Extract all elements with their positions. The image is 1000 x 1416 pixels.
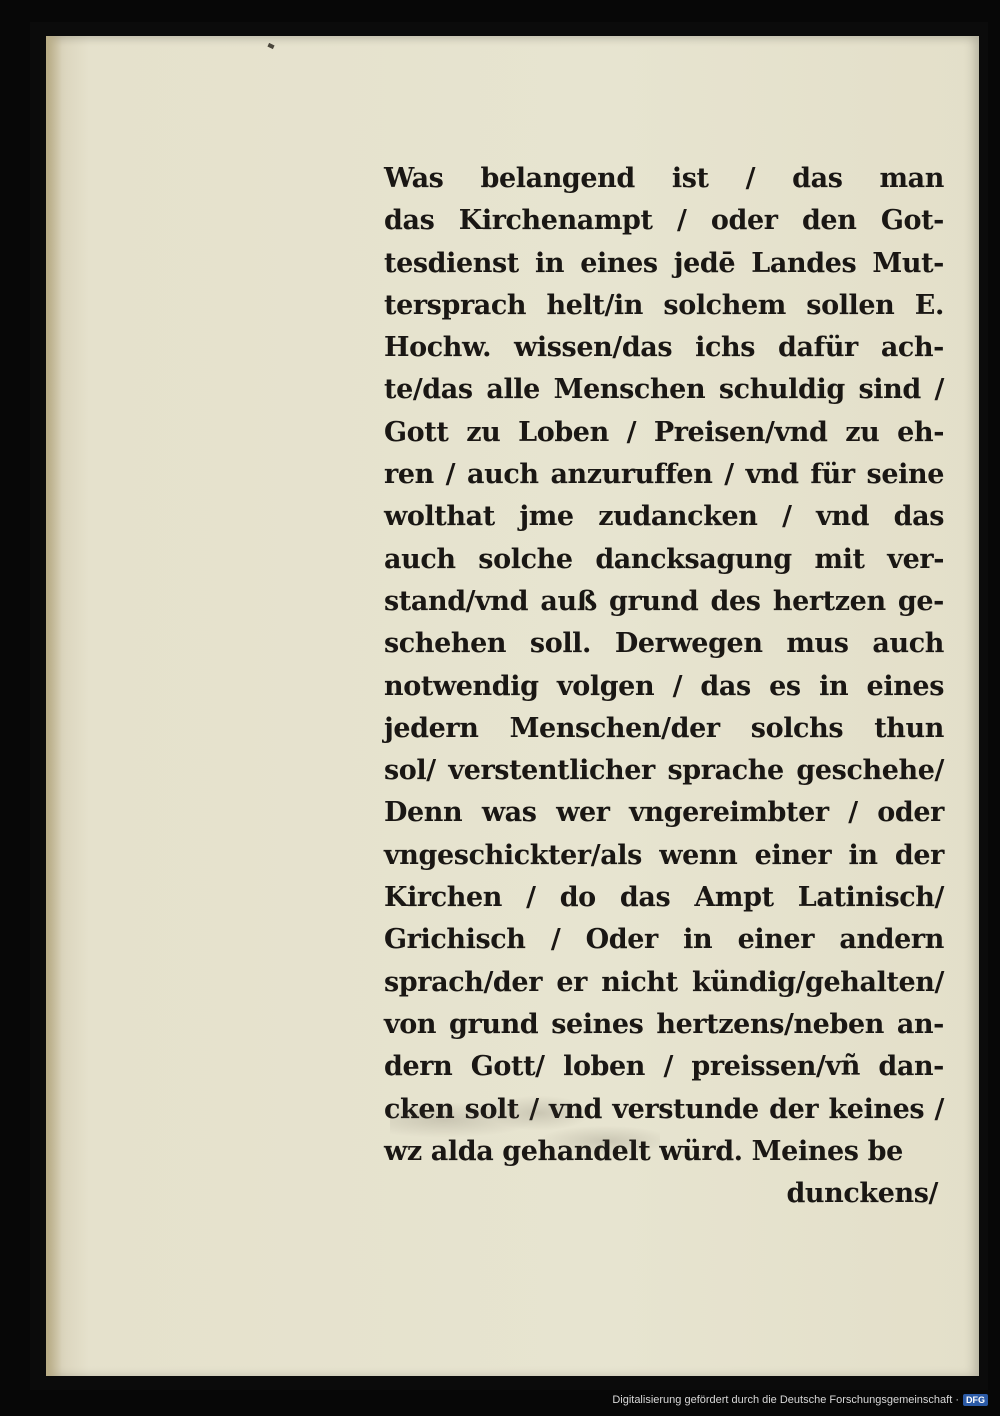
text-line: notwendig volgen / das es in eines xyxy=(384,670,944,702)
text-line: Kirchen / do das Ampt Latinisch/ xyxy=(384,882,944,914)
text-line: ren / auch anzuruffen / vnd für seine xyxy=(384,459,944,491)
text-line: tersprach helt/in solchem sollen E. xyxy=(384,289,944,321)
text-line: wolthat jme zudancken / vnd das xyxy=(384,501,944,533)
text-line: das Kirchenampt / oder den Got- xyxy=(384,205,944,237)
text-line: cken solt / vnd verstunde der keines / xyxy=(384,1093,944,1125)
text-line: vngeschickter/als wenn einer in der xyxy=(384,839,944,871)
text-line: von grund seines hertzens/neben an- xyxy=(384,1008,944,1040)
text-line: wz alda gehandelt würd. Meines be xyxy=(384,1135,903,1167)
text-line: jedern Menschen/der solchs thun xyxy=(384,712,944,744)
text-line: sprach/der er nicht kündig/gehalten/ xyxy=(384,966,944,998)
text-line: schehen soll. Derwegen mus auch xyxy=(384,628,944,660)
catchword: dunckens/ xyxy=(786,1178,938,1210)
text-line: Was belangend ist / das man xyxy=(384,163,944,194)
text-line: tesdienst in eines jedē Landes Mut- xyxy=(384,247,944,279)
show-through-bleed xyxy=(390,1092,660,1162)
text-line: dern Gott/ loben / preissen/vñ dan- xyxy=(384,1051,944,1083)
text-line: Grichisch / Oder in einer andern xyxy=(384,924,944,956)
text-line: sol/ verstentlicher sprache geschehe/ xyxy=(384,755,944,787)
dfg-logo-icon: DFG xyxy=(963,1394,988,1406)
text-line: Gott zu Loben / Preisen/vnd zu eh- xyxy=(384,416,944,448)
text-line: auch solche dancksagung mit ver- xyxy=(384,543,944,575)
text-line: Hochw. wissen/das ichs dafür ach- xyxy=(384,332,944,364)
text-line: Denn was wer vngereimbter / oder xyxy=(384,797,944,829)
digitization-footer xyxy=(612,1392,988,1408)
text-line: stand/vnd auß grund des hertzen ge- xyxy=(384,585,944,617)
text-block xyxy=(384,158,944,1215)
text-line: te/das alle Menschen schuldig sind / xyxy=(384,374,944,406)
page-fold-edge xyxy=(46,36,62,1376)
funding-credit: Digitalisierung gefördert durch die Deutsche Forschungsgemeinschaft · xyxy=(612,1394,959,1406)
